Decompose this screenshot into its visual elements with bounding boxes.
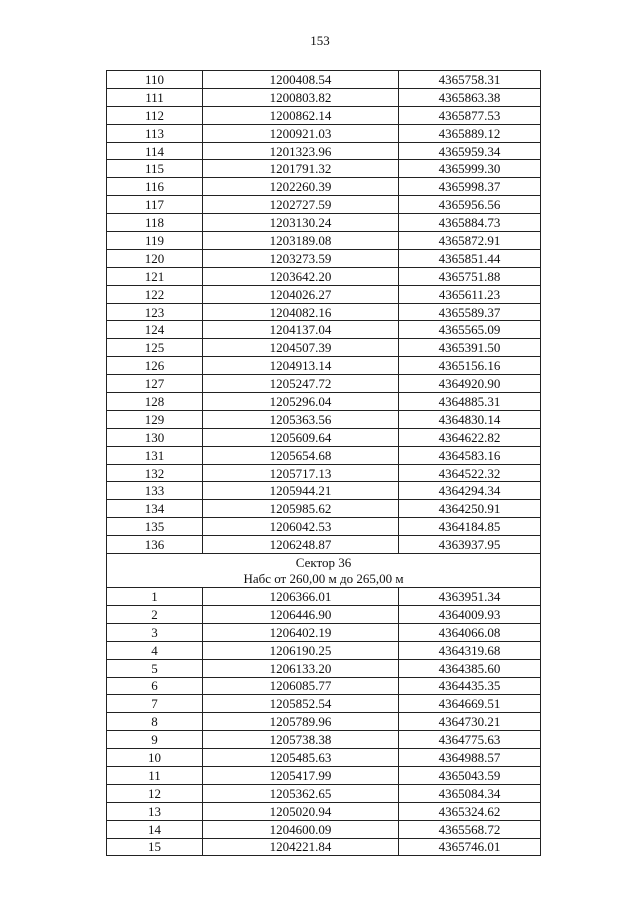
table-row xyxy=(107,71,541,89)
table-row xyxy=(107,713,541,731)
point-number-cell: 10 xyxy=(107,749,203,767)
table-row xyxy=(107,410,541,428)
table-row xyxy=(107,124,541,142)
y-coordinate-cell: 4365758.31 xyxy=(399,71,541,89)
table-row xyxy=(107,232,541,250)
point-number-cell: 122 xyxy=(107,285,203,303)
y-coordinate-cell: 4365565.09 xyxy=(399,321,541,339)
x-coordinate-cell: 1205738.38 xyxy=(203,731,399,749)
table-row xyxy=(107,196,541,214)
y-coordinate-cell: 4365884.73 xyxy=(399,214,541,232)
table-row xyxy=(107,393,541,411)
table-row xyxy=(107,88,541,106)
point-number-cell: 11 xyxy=(107,766,203,784)
x-coordinate-cell: 1206042.53 xyxy=(203,518,399,536)
y-coordinate-cell: 4365043.59 xyxy=(399,766,541,784)
x-coordinate-cell: 1200803.82 xyxy=(203,88,399,106)
x-coordinate-cell: 1204507.39 xyxy=(203,339,399,357)
y-coordinate-cell: 4364066.08 xyxy=(399,623,541,641)
table-row xyxy=(107,605,541,623)
x-coordinate-cell: 1205362.65 xyxy=(203,784,399,802)
table-row xyxy=(107,464,541,482)
page-number: 153 xyxy=(310,33,330,48)
point-number-cell: 134 xyxy=(107,500,203,518)
table-row xyxy=(107,749,541,767)
table-row xyxy=(107,588,541,606)
point-number-cell: 110 xyxy=(107,71,203,89)
y-coordinate-cell: 4364885.31 xyxy=(399,393,541,411)
x-coordinate-cell: 1202260.39 xyxy=(203,178,399,196)
table-row xyxy=(107,518,541,536)
point-number-cell: 112 xyxy=(107,106,203,124)
x-coordinate-cell: 1206248.87 xyxy=(203,536,399,554)
sector-header-cell xyxy=(107,554,541,588)
y-coordinate-cell: 4364622.82 xyxy=(399,428,541,446)
x-coordinate-cell: 1203189.08 xyxy=(203,232,399,250)
table-row xyxy=(107,214,541,232)
y-coordinate-cell: 4364920.90 xyxy=(399,375,541,393)
table-row xyxy=(107,820,541,838)
y-coordinate-cell: 4365324.62 xyxy=(399,802,541,820)
y-coordinate-cell: 4364583.16 xyxy=(399,446,541,464)
table-row xyxy=(107,375,541,393)
y-coordinate-cell: 4365751.88 xyxy=(399,267,541,285)
table-row xyxy=(107,623,541,641)
point-number-cell: 12 xyxy=(107,784,203,802)
point-number-cell: 129 xyxy=(107,410,203,428)
table-row xyxy=(107,536,541,554)
point-number-cell: 130 xyxy=(107,428,203,446)
table-row xyxy=(107,249,541,267)
x-coordinate-cell: 1206446.90 xyxy=(203,605,399,623)
x-coordinate-cell: 1205654.68 xyxy=(203,446,399,464)
point-number-cell: 132 xyxy=(107,464,203,482)
y-coordinate-cell: 4365391.50 xyxy=(399,339,541,357)
y-coordinate-cell: 4364385.60 xyxy=(399,659,541,677)
table-row xyxy=(107,838,541,856)
y-coordinate-cell: 4364830.14 xyxy=(399,410,541,428)
y-coordinate-cell: 4365877.53 xyxy=(399,106,541,124)
table-row xyxy=(107,428,541,446)
point-number-cell: 116 xyxy=(107,178,203,196)
point-number-cell: 118 xyxy=(107,214,203,232)
table-row xyxy=(107,659,541,677)
table-row xyxy=(107,339,541,357)
y-coordinate-cell: 4363951.34 xyxy=(399,588,541,606)
x-coordinate-cell: 1204913.14 xyxy=(203,357,399,375)
y-coordinate-cell: 4365959.34 xyxy=(399,142,541,160)
x-coordinate-cell: 1202727.59 xyxy=(203,196,399,214)
y-coordinate-cell: 4365956.56 xyxy=(399,196,541,214)
point-number-cell: 119 xyxy=(107,232,203,250)
point-number-cell: 4 xyxy=(107,641,203,659)
point-number-cell: 123 xyxy=(107,303,203,321)
point-number-cell: 111 xyxy=(107,88,203,106)
table-row xyxy=(107,178,541,196)
x-coordinate-cell: 1200921.03 xyxy=(203,124,399,142)
point-number-cell: 125 xyxy=(107,339,203,357)
x-coordinate-cell: 1206190.25 xyxy=(203,641,399,659)
x-coordinate-cell: 1206133.20 xyxy=(203,659,399,677)
y-coordinate-cell: 4364522.32 xyxy=(399,464,541,482)
table-row xyxy=(107,321,541,339)
point-number-cell: 121 xyxy=(107,267,203,285)
x-coordinate-cell: 1205944.21 xyxy=(203,482,399,500)
table-row xyxy=(107,731,541,749)
y-coordinate-cell: 4365889.12 xyxy=(399,124,541,142)
coordinates-table-body xyxy=(107,71,541,856)
point-number-cell: 8 xyxy=(107,713,203,731)
x-coordinate-cell: 1205296.04 xyxy=(203,393,399,411)
table-row xyxy=(107,142,541,160)
x-coordinate-cell: 1201323.96 xyxy=(203,142,399,160)
point-number-cell: 136 xyxy=(107,536,203,554)
table-row xyxy=(107,500,541,518)
y-coordinate-cell: 4365611.23 xyxy=(399,285,541,303)
y-coordinate-cell: 4365589.37 xyxy=(399,303,541,321)
x-coordinate-cell: 1203642.20 xyxy=(203,267,399,285)
x-coordinate-cell: 1206402.19 xyxy=(203,623,399,641)
point-number-cell: 128 xyxy=(107,393,203,411)
point-number-cell: 133 xyxy=(107,482,203,500)
point-number-cell: 9 xyxy=(107,731,203,749)
y-coordinate-cell: 4365851.44 xyxy=(399,249,541,267)
point-number-cell: 5 xyxy=(107,659,203,677)
x-coordinate-cell: 1205609.64 xyxy=(203,428,399,446)
table-row xyxy=(107,303,541,321)
y-coordinate-cell: 4364250.91 xyxy=(399,500,541,518)
table-row xyxy=(107,160,541,178)
point-number-cell: 7 xyxy=(107,695,203,713)
point-number-cell: 131 xyxy=(107,446,203,464)
y-coordinate-cell: 4365156.16 xyxy=(399,357,541,375)
point-number-cell: 6 xyxy=(107,677,203,695)
point-number-cell: 115 xyxy=(107,160,203,178)
x-coordinate-cell: 1205717.13 xyxy=(203,464,399,482)
x-coordinate-cell: 1204137.04 xyxy=(203,321,399,339)
x-coordinate-cell: 1205020.94 xyxy=(203,802,399,820)
x-coordinate-cell: 1205417.99 xyxy=(203,766,399,784)
x-coordinate-cell: 1203130.24 xyxy=(203,214,399,232)
y-coordinate-cell: 4365746.01 xyxy=(399,838,541,856)
x-coordinate-cell: 1204026.27 xyxy=(203,285,399,303)
point-number-cell: 135 xyxy=(107,518,203,536)
y-coordinate-cell: 4364319.68 xyxy=(399,641,541,659)
x-coordinate-cell: 1200862.14 xyxy=(203,106,399,124)
point-number-cell: 120 xyxy=(107,249,203,267)
y-coordinate-cell: 4364775.63 xyxy=(399,731,541,749)
x-coordinate-cell: 1206085.77 xyxy=(203,677,399,695)
x-coordinate-cell: 1205247.72 xyxy=(203,375,399,393)
sector-title: Сектор 36 xyxy=(295,554,352,570)
point-number-cell: 126 xyxy=(107,357,203,375)
x-coordinate-cell: 1200408.54 xyxy=(203,71,399,89)
y-coordinate-cell: 4364294.34 xyxy=(399,482,541,500)
point-number-cell: 13 xyxy=(107,802,203,820)
table-row xyxy=(107,357,541,375)
y-coordinate-cell: 4364435.35 xyxy=(399,677,541,695)
x-coordinate-cell: 1205485.63 xyxy=(203,749,399,767)
x-coordinate-cell: 1201791.32 xyxy=(203,160,399,178)
x-coordinate-cell: 1205852.54 xyxy=(203,695,399,713)
table-row xyxy=(107,802,541,820)
x-coordinate-cell: 1205789.96 xyxy=(203,713,399,731)
point-number-cell: 15 xyxy=(107,838,203,856)
point-number-cell: 127 xyxy=(107,375,203,393)
x-coordinate-cell: 1205363.56 xyxy=(203,410,399,428)
table-row xyxy=(107,482,541,500)
table-row xyxy=(107,106,541,124)
point-number-cell: 1 xyxy=(107,588,203,606)
y-coordinate-cell: 4365998.37 xyxy=(399,178,541,196)
x-coordinate-cell: 1206366.01 xyxy=(203,588,399,606)
point-number-cell: 113 xyxy=(107,124,203,142)
y-coordinate-cell: 4365863.38 xyxy=(399,88,541,106)
table-row xyxy=(107,677,541,695)
table-row xyxy=(107,267,541,285)
table-row xyxy=(107,641,541,659)
x-coordinate-cell: 1204221.84 xyxy=(203,838,399,856)
coordinates-table xyxy=(106,70,541,856)
y-coordinate-cell: 4365872.91 xyxy=(399,232,541,250)
point-number-cell: 124 xyxy=(107,321,203,339)
point-number-cell: 2 xyxy=(107,605,203,623)
y-coordinate-cell: 4363937.95 xyxy=(399,536,541,554)
x-coordinate-cell: 1204082.16 xyxy=(203,303,399,321)
y-coordinate-cell: 4364184.85 xyxy=(399,518,541,536)
table-row xyxy=(107,695,541,713)
point-number-cell: 3 xyxy=(107,623,203,641)
y-coordinate-cell: 4364730.21 xyxy=(399,713,541,731)
table-row xyxy=(107,766,541,784)
table-row xyxy=(107,446,541,464)
y-coordinate-cell: 4364669.51 xyxy=(399,695,541,713)
x-coordinate-cell: 1205985.62 xyxy=(203,500,399,518)
x-coordinate-cell: 1204600.09 xyxy=(203,820,399,838)
point-number-cell: 14 xyxy=(107,820,203,838)
table-row xyxy=(107,285,541,303)
y-coordinate-cell: 4365084.34 xyxy=(399,784,541,802)
sector-subtitle: Набс от 260,00 м до 265,00 м xyxy=(243,570,404,586)
point-number-cell: 117 xyxy=(107,196,203,214)
y-coordinate-cell: 4365568.72 xyxy=(399,820,541,838)
table-row xyxy=(107,784,541,802)
y-coordinate-cell: 4364988.57 xyxy=(399,749,541,767)
y-coordinate-cell: 4365999.30 xyxy=(399,160,541,178)
point-number-cell: 114 xyxy=(107,142,203,160)
y-coordinate-cell: 4364009.93 xyxy=(399,605,541,623)
sector-header-row xyxy=(107,554,541,588)
x-coordinate-cell: 1203273.59 xyxy=(203,249,399,267)
